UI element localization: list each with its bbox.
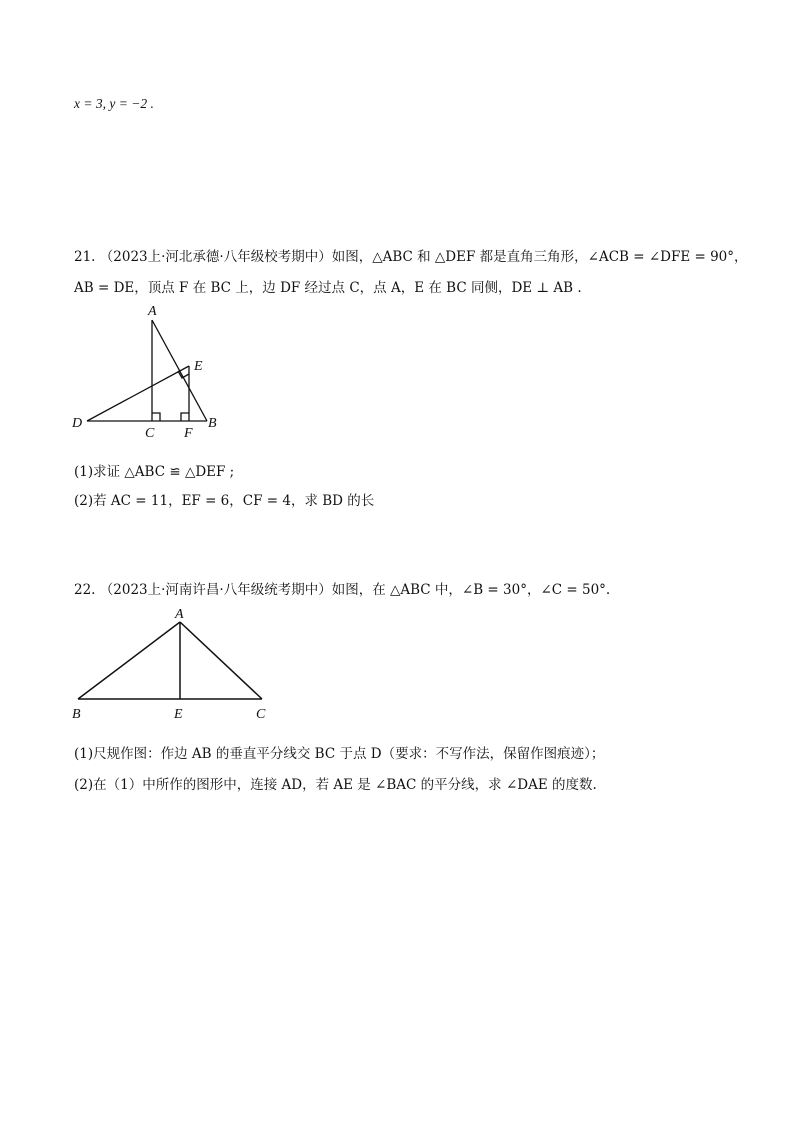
label-22-E: E — [174, 707, 183, 722]
label-21-D: D — [72, 416, 83, 431]
top-answer: x = 3, y = −2 . — [74, 96, 154, 111]
label-22-B: B — [72, 707, 81, 722]
problem-21-question-1: (1)求证 △ABC ≌ △DEF ; — [74, 464, 235, 480]
right-angle-mark-F — [181, 413, 189, 421]
right-angle-mark-C — [152, 413, 160, 421]
problem-21-stem-line2: AB = DE，顶点 F 在 BC 上，边 DF 经过点 C，点 A，E 在 BC 同侧，DE ⊥ AB . — [74, 280, 582, 296]
segment-AB-22 — [78, 622, 180, 699]
label-22-C: C — [256, 707, 266, 722]
label-21-F: F — [184, 426, 193, 441]
label-21-A: A — [148, 304, 157, 319]
problem-22-stem: 22. （2023上·河南许昌·八年级统考期中）如图，在 △ABC 中，∠B = 30°，∠C = 50°. — [74, 582, 611, 598]
label-22-A: A — [175, 607, 184, 622]
label-21-B: B — [208, 416, 217, 431]
segment-DE — [87, 366, 189, 421]
label-21-C: C — [145, 426, 155, 441]
problem-21-stem-line1: 21. （2023上·河北承德·八年级校考期中）如图，△ABC 和 △DEF 都是直角三角形，∠ACB = ∠DFE = 90°， — [74, 249, 748, 265]
figure-21-lines — [87, 320, 207, 421]
problem-22-question-2: (2)在（1）中所作的图形中，连接 AD，若 AE 是 ∠BAC 的平分线，求 ∠DAE 的度数. — [74, 777, 597, 793]
problem-21-question-2: (2)若 AC = 11，EF = 6，CF = 4，求 BD 的长 — [74, 493, 375, 509]
segment-AC-22 — [180, 622, 262, 699]
label-21-E: E — [194, 359, 203, 374]
figure-22-lines — [78, 622, 262, 699]
problem-22-question-1: (1)尺规作图：作边 AB 的垂直平分线交 BC 于点 D（要求：不写作法，保留作图痕迹）； — [74, 746, 605, 762]
